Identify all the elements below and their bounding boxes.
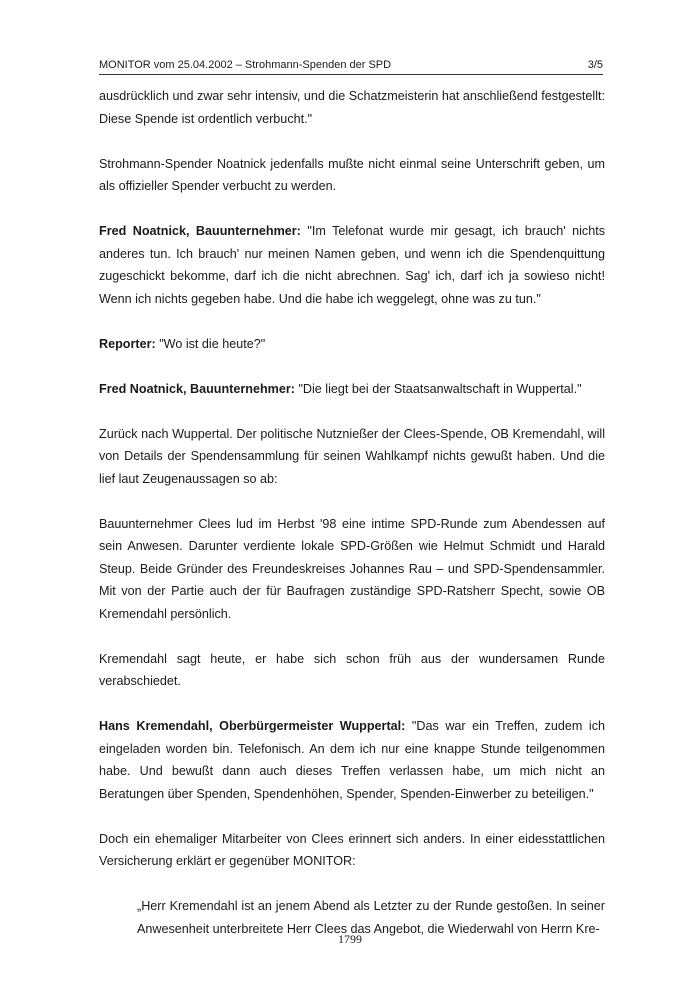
header-page-indicator: 3/5 [587,59,603,71]
quote-text: „Herr Kremendahl ist an jenem Abend als Letzter zu der Runde gestoßen. In seiner Anwesenheit unterbreitete Herr Clees das Angebot, die Wiederwahl von Herrn Kre- [137,899,605,936]
paragraph [99,153,605,198]
paragraph-text: Zurück nach Wuppertal. Der politische Nutznießer der Clees-Spende, OB Kremendahl, will von Details der Spendensammlung für seinen Wahlkampf nichts gewußt haben. Und die lief laut Zeugenaussagen so ab: [99,426,605,486]
paragraph [99,220,605,310]
page-header [99,58,603,75]
paragraph [99,715,605,805]
speaker-name: Hans Kremendahl, Oberbürgermeister Wuppertal: [99,719,406,733]
paragraph [99,85,605,130]
paragraph [99,648,605,693]
paragraph-text: "Wo ist die heute?" [159,336,266,351]
paragraph-text: "Im Telefonat wurde mir gesagt, ich brauch' nichts anderes tun. Ich brauch' nur meinen Namen geben, und wenn ich die Spendenquittung zugeschickt bekomme, darf ich die nicht abrechnen. Sag' ich, darf ich ja sowieso nicht! Wenn ich nichts gegeben habe. Und die habe ich weggelegt, ohne was zu tun." [99,224,606,306]
speaker-name: Fred Noatnick, Bauunternehmer: [99,381,295,396]
speaker-name: Reporter: [99,336,156,351]
speaker-name: Fred Noatnick, Bauunternehmer: [99,224,301,238]
header-title: MONITOR vom 25.04.2002 – Strohmann-Spenden der SPD [99,59,392,71]
page-footer [0,932,700,947]
paragraph [99,333,605,356]
paragraph-text: "Das war ein Treffen, zudem ich eingeladen worden bin. Telefonisch. An dem ich nur eine knappe Stunde teilgenommen habe. Und bewußt dann auch dieses Treffen verlassen habe, um mich nicht an Beratungen über Spenden, Spendenhöhen, Spender, Spenden-Einwerber zu beteiligen." [99,719,605,801]
paragraph-text: Strohmann-Spender Noatnick jedenfalls mußte nicht einmal seine Unterschrift geben, um als offizieller Spender verbucht zu werden. [99,156,605,193]
paragraph-text: ausdrücklich und zwar sehr intensiv, und die Schatzmeisterin hat anschließend festgestellt: Diese Spende ist ordentlich verbucht." [99,89,605,126]
paragraph-text: Doch ein ehemaliger Mitarbeiter von Clees erinnert sich anders. In einer eidesstattlichen Versicherung erklärt er gegenüber MONITOR: [99,831,605,868]
paragraph-text: Kremendahl sagt heute, er habe sich schon früh aus der wundersamen Runde verabschiedet. [99,651,605,688]
paragraph [99,423,605,491]
document-body [99,85,605,963]
paragraph [99,378,605,401]
paragraph-text: Bauunternehmer Clees lud im Herbst '98 eine intime SPD-Runde zum Abendessen auf sein Anwesen. Darunter verdiente lokale SPD-Größen wie Helmut Schmidt und Harald Steup. Beide Gründer des Freundeskreises Johannes Rau – und SPD-Spendensammler. Mit von der Partie auch der für Baufragen zuständige SPD-Ratsherr Specht, sowie OB Kremendahl persönlich. [99,516,605,621]
footer-page-number: 1799 [338,932,362,946]
paragraph-text: "Die liegt bei der Staatsanwaltschaft in Wuppertal." [298,381,582,396]
paragraph [99,513,605,626]
paragraph [99,828,605,873]
